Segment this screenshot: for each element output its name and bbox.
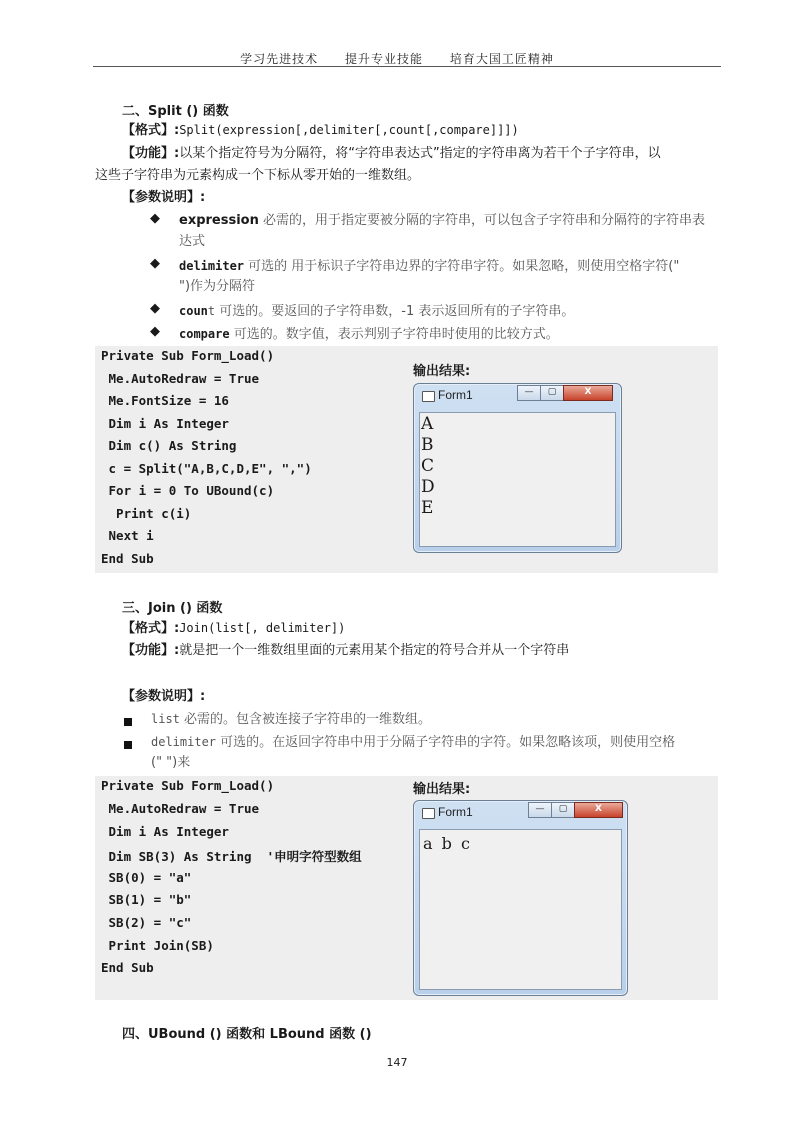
- maximize-button[interactable]: ▢: [540, 385, 564, 401]
- form-client-area: [419, 412, 616, 547]
- code-line: Next i: [101, 528, 154, 543]
- function-label: 【功能】:: [122, 643, 180, 658]
- output-label: 输出结果:: [413, 364, 471, 379]
- code-line: Print c(i): [101, 506, 192, 521]
- close-button[interactable]: X: [574, 802, 623, 818]
- form-window-icon: [422, 391, 435, 402]
- param-text: 必需的。包含被连接子字符串的一维数组。: [179, 712, 432, 727]
- code-line: Private Sub Form_Load(): [101, 778, 275, 793]
- param-text: 可选的 用于标识子字符串边界的字符串字符。如果忽略，则使用空格字符(": [244, 259, 680, 274]
- output-line: C: [421, 456, 435, 476]
- minimize-button[interactable]: —: [528, 802, 552, 818]
- code-block-split: [95, 346, 718, 573]
- window-title: Form1: [438, 805, 473, 819]
- param-name: expression: [179, 213, 259, 228]
- param-name-tail: t: [207, 304, 216, 318]
- diamond-bullet-icon: ◆: [150, 211, 160, 226]
- code-line: Dim c() As String: [101, 438, 237, 453]
- code-line: Dim SB(3) As String '申明字符型数组: [101, 849, 362, 864]
- output-line: E: [421, 498, 434, 518]
- section-heading-join: 三、Join () 函数: [122, 601, 223, 616]
- code-line: For i = 0 To UBound(c): [101, 483, 275, 498]
- square-bullet-icon: [124, 715, 132, 730]
- code-line: SB(1) = "b": [101, 892, 192, 907]
- join-params-label: 【参数说明】:: [122, 689, 206, 704]
- code-line: Dim i As Integer: [101, 416, 229, 431]
- param-item: [179, 323, 559, 346]
- code-line: Print Join(SB): [101, 938, 214, 953]
- function-text: 就是把一个一维数组里面的元素用某个指定的符号合并从一个字符串: [179, 643, 570, 658]
- page-number: 147: [386, 1056, 408, 1069]
- form-window[interactable]: [413, 383, 622, 553]
- code-line: SB(0) = "a": [101, 870, 192, 885]
- param-name: coun: [179, 304, 208, 318]
- output-line: B: [421, 435, 434, 455]
- param-text: 必需的，用于指定要被分隔的字符串，可以包含子字符串和分隔符的字符串表: [258, 213, 705, 228]
- split-params-label: 【参数说明】:: [122, 190, 206, 205]
- param-text-cont: 达式: [179, 234, 206, 249]
- diamond-bullet-icon: ◆: [150, 301, 160, 316]
- section-heading-ubound: 四、UBound () 函数和 LBound 函数 (): [122, 1027, 372, 1042]
- param-text-cont: ")作为分隔符: [179, 279, 256, 294]
- form-client-area: [419, 829, 622, 990]
- split-format-line: [122, 119, 519, 142]
- section-heading-split: 二、Split () 函数: [122, 104, 229, 119]
- param-name: compare: [179, 327, 230, 341]
- param-item: [151, 731, 675, 754]
- code-line: End Sub: [101, 960, 154, 975]
- window-title: Form1: [438, 388, 473, 402]
- header-item: 培育大国工匠精神: [449, 52, 554, 66]
- code-line: Dim i As Integer: [101, 824, 229, 839]
- code-line: End Sub: [101, 551, 154, 566]
- diamond-bullet-icon: ◆: [150, 256, 160, 271]
- code-line: SB(2) = "c": [101, 915, 192, 930]
- maximize-button[interactable]: ▢: [551, 802, 575, 818]
- close-button[interactable]: X: [563, 385, 613, 401]
- code-line: Me.FontSize = 16: [101, 393, 229, 408]
- param-item: [179, 255, 679, 278]
- function-text: 以某个指定符号为分隔符，将“字符串表达式”指定的字符串离为若干个子字符串，以: [179, 146, 661, 161]
- header-divider: [93, 66, 721, 67]
- output-label: 输出结果:: [413, 782, 471, 797]
- form-window-icon: [422, 808, 435, 819]
- header-item: 学习先进技术: [240, 52, 319, 66]
- split-function-line-2: 这些子字符串为元素构成一个下标从零开始的一维数组。: [95, 168, 421, 183]
- code-line: Me.AutoRedraw = True: [101, 801, 260, 816]
- param-item: [151, 708, 431, 731]
- format-value: Split(expression[,delimiter[,count[,compare]]]): [179, 123, 519, 137]
- param-text-cont: (" ")来: [151, 755, 191, 770]
- code-line: Me.AutoRedraw = True: [101, 371, 260, 386]
- format-label: 【格式】:: [122, 123, 180, 138]
- param-item: [179, 300, 574, 323]
- output-line: A: [421, 414, 434, 434]
- code-line: Private Sub Form_Load(): [101, 348, 275, 363]
- join-function-line: [122, 640, 569, 662]
- function-label: 【功能】:: [122, 146, 180, 161]
- diamond-bullet-icon: ◆: [150, 324, 160, 339]
- join-format-line: [122, 617, 345, 640]
- form-window[interactable]: [413, 800, 628, 996]
- param-text: 可选的。在返回字符串中用于分隔子字符串的字符。如果忽略该项，则使用空格: [216, 735, 676, 750]
- format-value: Join(list[, delimiter]): [179, 621, 346, 635]
- code-line: c = Split("A,B,C,D,E", ","): [101, 461, 312, 476]
- output-line: a b c: [423, 834, 472, 853]
- code-block-join: [95, 776, 718, 1000]
- square-bullet-icon: [124, 738, 132, 753]
- minimize-button[interactable]: —: [517, 385, 541, 401]
- param-text: 可选的。数字值，表示判别子字符串时使用的比较方式。: [229, 327, 559, 342]
- param-item: [179, 210, 705, 232]
- output-line: D: [421, 477, 435, 497]
- split-function-line-1: [122, 143, 661, 165]
- format-label: 【格式】:: [122, 621, 180, 636]
- page-header: [0, 50, 794, 67]
- param-name: list: [151, 712, 180, 726]
- param-name: delimiter: [151, 735, 217, 749]
- header-item: 提升专业技能: [344, 52, 423, 66]
- param-text: 可选的。要返回的子字符串数，-1 表示返回所有的子字符串。: [215, 304, 575, 319]
- param-name: delimiter: [179, 259, 245, 273]
